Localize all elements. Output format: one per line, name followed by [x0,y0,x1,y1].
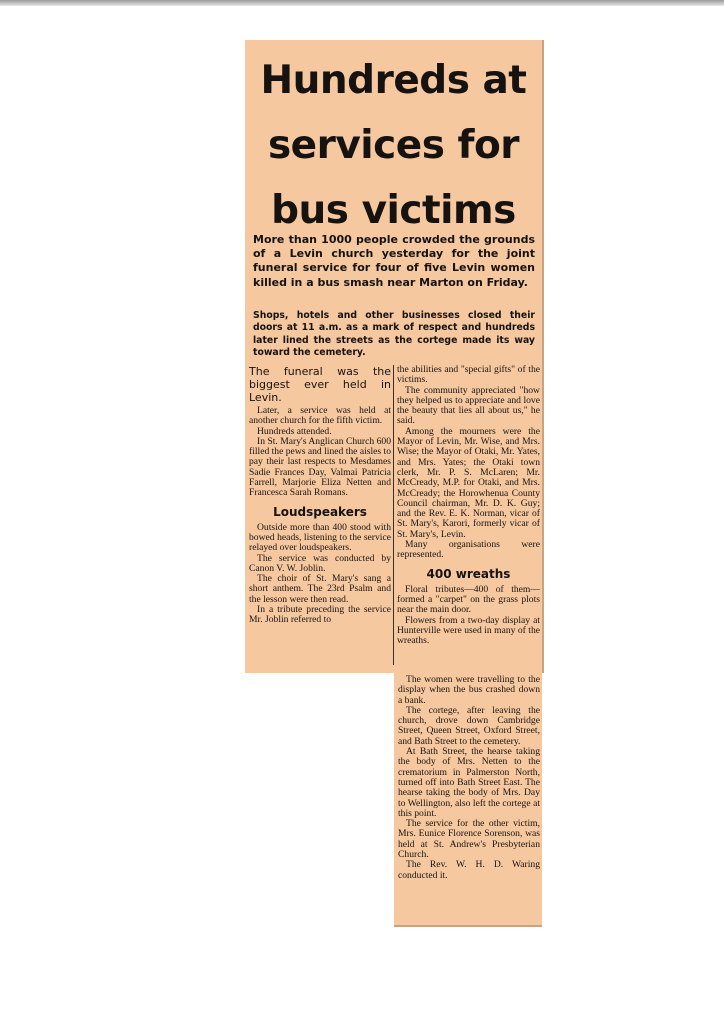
body-paragraph: The community appreciated "how they helped us to appreciate and love the beauty that lies all about us," he said. [397,384,540,427]
body-paragraph: The women were travelling to the display when the bus crashed down a bank. [398,674,540,706]
newspaper-clipping-lower [394,673,542,927]
left-column [249,365,391,626]
body-paragraph: The choir of St. Mary's sang a short anthem. The 23rd Psalm and the lesson were then read. [249,573,391,605]
headline [245,48,542,243]
body-paragraph: Floral tributes—400 of them—formed a "carpet" on the grass plots near the main door. [397,583,540,616]
lead-paragraph: More than 1000 people crowded the grounds of a Levin church yesterday for the joint funeral service for four of five Levin women killed in a bus smash near Marton on Friday. [253,233,535,289]
subheading-400-wreaths: 400 wreaths [426,566,511,581]
body-paragraph: The Rev. W. H. D. Waring conducted it. [398,859,540,881]
body-paragraph: Among the mourners were the Mayor of Levin, Mr. Wise, and Mrs. Wise; the Mayor of Otaki, Mr. Yates, and Mrs. Yates; the Otaki town clerk, Mr. P. S. McLaren; Mr. McCready, M.P. for Otaki, and Mrs. McCready; the Horowhenua County Council chairman, Mr. D. K. Guy; and the Rev. E. K. Norman, vicar of St. Mary's, Karori, formerly vicar of St. Mary's, Levin. [397,425,540,540]
body-paragraph: Flowers from a two-day display at Hunterville were used in many of the wreaths. [397,614,540,647]
right-column-lower [398,675,540,881]
lead-paragraph-2: Shops, hotels and other businesses closed their doors at 11 a.m. as a mark of respect and hundreds later lined the streets as the cortege made its way toward the cemetery. [253,310,535,358]
body-paragraph: Many organisations were represented. [397,539,540,561]
headline-line-3: bus victims [271,188,516,233]
body-paragraph: Hundreds attended. [257,425,332,437]
body-paragraph: Later, a service was held at another church for the fifth victim. [249,405,391,427]
subheading-loudspeakers: Loudspeakers [273,504,367,519]
body-paragraph: The service for the other victim, Mrs. Eunice Florence Sorenson, was held at St. Andrew's Presbyterian Church. [398,818,540,861]
body-paragraph: At Bath Street, the hearse taking the body of Mrs. Netten to the crematorium in Palmerston North, turned off into Bath Street East. The hearse taking the body of Mrs. Day to Wellington, also left the cortege at this point. [398,746,540,819]
right-column-upper [397,365,540,646]
headline-line-2: services for [267,123,520,168]
body-paragraph: The cortege, after leaving the church, drove down Cambridge Street, Queen Street, Oxford Street, and Bath Street to the cemetery. [398,704,540,747]
newspaper-clipping-upper [245,40,544,673]
body-paragraph: The service was conducted by Canon V. W. Joblin. [249,552,391,574]
body-paragraph: In a tribute preceding the service Mr. Joblin referred to [249,604,391,626]
body-paragraph: Outside more than 400 stood with bowed heads, listening to the service relayed over loudspeakers. [249,521,391,554]
headline-line-1: Hundreds at [260,58,527,103]
scan-edge [0,0,724,6]
body-paragraph: In St. Mary's Anglican Church 600 filled the pews and lined the aisles to pay their last respects to Mesdames Sadie Frances Day, Valmai Patricia Farrell, Marjorie Eliza Netten and Francesca Sarah Romans. [249,435,392,499]
column-divider [393,365,394,665]
intro-paragraph: The funeral was the biggest ever held in Levin. [249,365,391,404]
body-paragraph: the abilities and "special gifts" of the victims. [397,364,540,386]
